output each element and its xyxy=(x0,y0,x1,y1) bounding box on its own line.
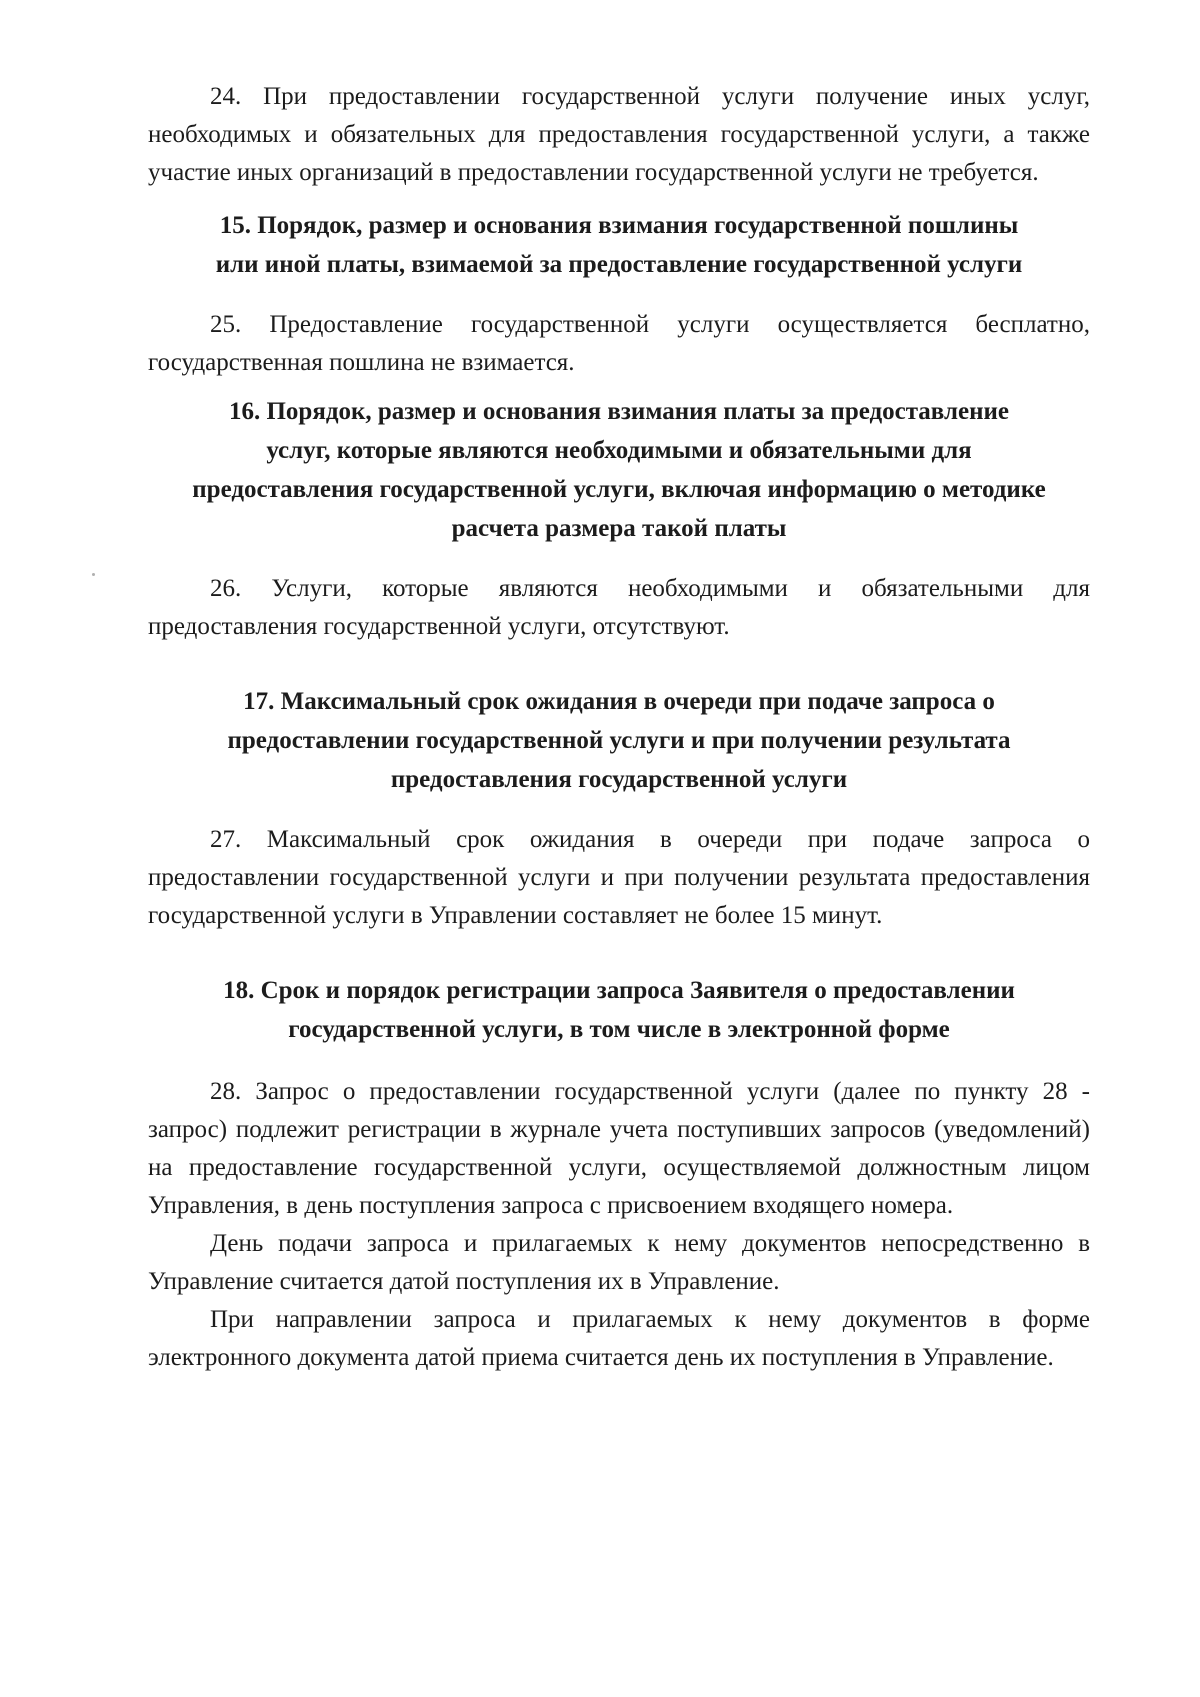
section-17-heading-line-2: предоставлении государственной услуги и при получении результата xyxy=(227,727,1011,754)
scan-speck xyxy=(92,573,95,576)
section-18-heading xyxy=(148,971,1090,1049)
paragraph-25: 25. Предоставление государственной услуги осуществляется бесплатно, государственная пошлина не взимается. xyxy=(148,311,1090,376)
paragraph-27: 27. Максимальный срок ожидания в очереди при подаче запроса о предоставлении государственной услуги и при получении результата предоставления государственной услуги в Управлении составляет не более 15 минут. xyxy=(148,826,1090,929)
paragraph-24: 24. При предоставлении государственной услуги получение иных услуг, необходимых и обязательных для предоставления государственной услуги, а также участие иных организаций в предоставлении государственной услуги не требуется. xyxy=(148,83,1090,186)
section-16-heading-line-4: расчета размера такой платы xyxy=(451,515,787,542)
paragraph-28-submission-day: День подачи запроса и прилагаемых к нему документов непосредственно в Управление считается датой поступления их в Управление. xyxy=(148,1230,1090,1295)
section-15-heading-line-1: 15. Порядок, размер и основания взимания государственной пошлины xyxy=(219,212,1019,239)
section-17-heading-line-3: предоставления государственной услуги xyxy=(390,766,848,793)
section-16-heading xyxy=(148,392,1090,548)
section-16-heading-line-1: 16. Порядок, размер и основания взимания платы за предоставление xyxy=(228,398,1010,425)
section-15-heading-line-2: или иной платы, взимаемой за предоставление государственной услуги xyxy=(215,251,1023,278)
section-18-heading-line-1: 18. Срок и порядок регистрации запроса Заявителя о предоставлении xyxy=(223,977,1015,1004)
paragraph-28: 28. Запрос о предоставлении государственной услуги (далее по пункту 28 - запрос) подлежит регистрации в журнале учета поступивших запросов (уведомлений) на предоставление государственной услуги, осуществляемой должностным лицом Управления, в день поступления запроса с присвоением входящего номера. xyxy=(148,1078,1090,1219)
section-17-heading-line-1: 17. Максимальный срок ожидания в очереди при подаче запроса о xyxy=(243,688,995,715)
section-16-heading-line-3: предоставления государственной услуги, включая информацию о методике xyxy=(192,476,1046,503)
section-18-heading-line-2: государственной услуги, в том числе в электронной форме xyxy=(288,1016,950,1043)
section-15-heading xyxy=(148,206,1090,284)
section-16-heading-line-2: услуг, которые являются необходимыми и обязательными для xyxy=(266,437,972,464)
paragraph-28-electronic-submission: При направлении запроса и прилагаемых к нему документов в форме электронного документа датой приема считается день их поступления в Управление. xyxy=(148,1306,1090,1371)
section-17-heading xyxy=(148,682,1090,799)
paragraph-26: 26. Услуги, которые являются необходимыми и обязательными для предоставления государственной услуги, отсутствуют. xyxy=(148,575,1090,640)
